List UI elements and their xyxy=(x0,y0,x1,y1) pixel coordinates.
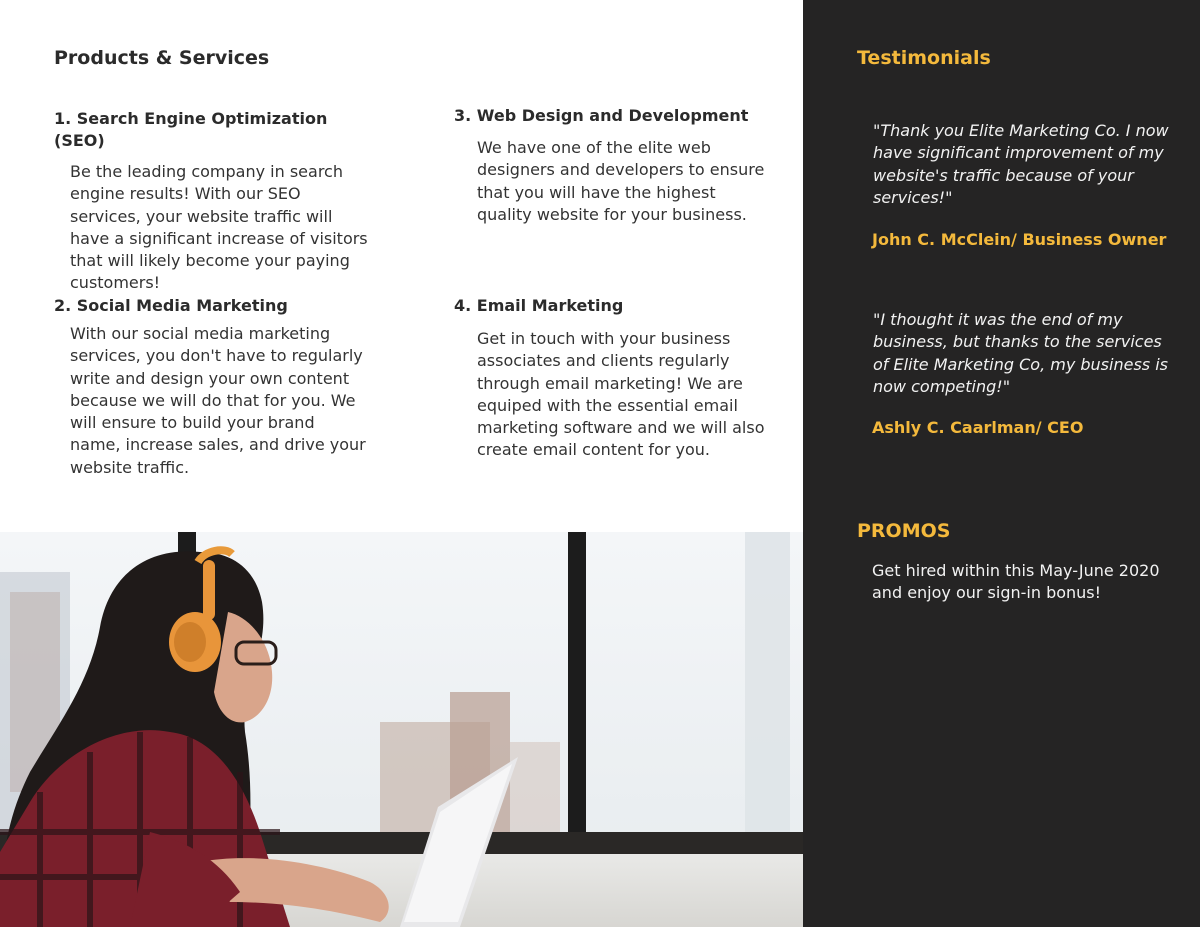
service-seo xyxy=(54,108,374,295)
service-heading: 4. Email Marketing xyxy=(454,296,624,315)
promos-title: PROMOS xyxy=(857,520,951,542)
service-heading: 3. Web Design and Development xyxy=(454,106,749,125)
products-services-title: Products & Services xyxy=(54,47,270,69)
service-description: With our social media marketing services, you don't have to regularly write and design your own content because we will do that for you. We will ensure to build your brand name, increase sales, and drive your website traffic. xyxy=(70,324,366,477)
testimonial-author: John C. McClein/ Business Owner xyxy=(872,230,1167,249)
service-web-design xyxy=(454,105,774,226)
testimonial-author: Ashly C. Caarlman/ CEO xyxy=(872,418,1084,437)
service-description: We have one of the elite web designers and developers to ensure that you will have the highest quality website for your business. xyxy=(477,138,765,224)
hero-photo xyxy=(0,532,803,927)
service-heading: 1. Search Engine Optimization (SEO) xyxy=(54,109,328,150)
testimonial-quote: "I thought it was the end of my business, but thanks to the services of Elite Marketing Co, my business is now competing!" xyxy=(873,310,1168,396)
service-social-media xyxy=(54,295,374,479)
testimonials-title: Testimonials xyxy=(857,47,991,69)
service-heading: 2. Social Media Marketing xyxy=(54,296,288,315)
service-description: Be the leading company in search engine results! With our SEO services, your website traffic will have a significant increase of visitors that will likely become your paying customers! xyxy=(70,162,368,293)
promos-text: Get hired within this May-June 2020 and enjoy our sign-in bonus! xyxy=(872,561,1160,603)
service-description: Get in touch with your business associates and clients regularly through email marketing! We are equiped with the essential email marketing software and we will also create email content for you. xyxy=(477,329,765,460)
service-email-marketing xyxy=(454,295,774,462)
testimonial-quote: "Thank you Elite Marketing Co. I now have significant improvement of my website's traffic because of your services!" xyxy=(873,121,1169,207)
